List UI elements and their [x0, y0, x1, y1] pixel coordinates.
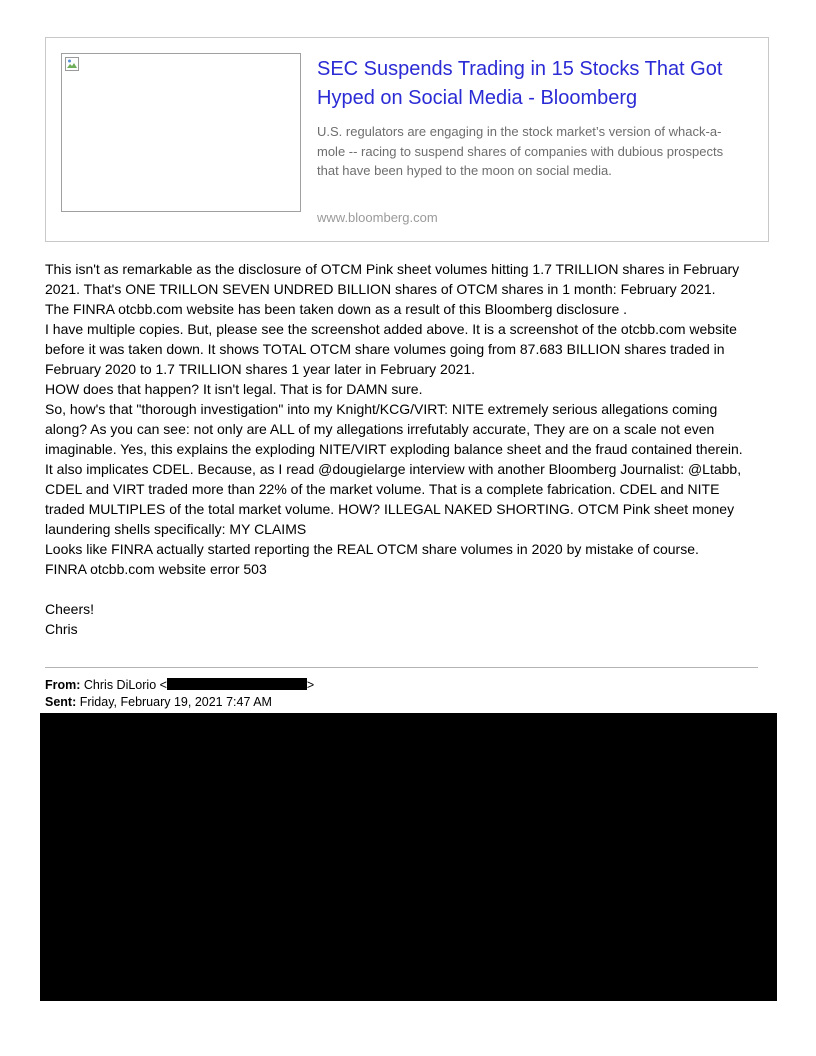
body-line: I have multiple copies. But, please see the screenshot added above. It is a screenshot of the otcbb.com website	[45, 321, 737, 337]
body-line: laundering shells specifically: MY CLAIMS	[45, 521, 307, 537]
body-line: FINRA otcbb.com website error 503	[45, 561, 267, 577]
body-line: February 2020 to 1.7 TRILLION shares 1 year later in February 2021.	[45, 361, 476, 377]
body-line: HOW does that happen? It isn't legal. That is for DAMN sure.	[45, 381, 423, 397]
body-line: CDEL and VIRT traded more than 22% of the market volume. That is a complete fabrication. CDEL and NITE	[45, 481, 720, 497]
from-label: From:	[45, 678, 81, 692]
body-line: 2021. That's ONE TRILLON SEVEN UNDRED BILLION shares of OTCM shares in 1 month: February 2021.	[45, 281, 716, 297]
body-line: traded MULTIPLES of the total market volume. HOW? ILLEGAL NAKED SHORTING. OTCM Pink sheet money	[45, 501, 735, 517]
link-preview-card[interactable]	[45, 37, 769, 242]
email-body	[45, 259, 775, 639]
from-name: Chris DiLorio <	[83, 678, 167, 692]
link-title[interactable]: SEC Suspends Trading in 15 Stocks That Got Hyped on Social Media - Bloomberg	[317, 58, 723, 109]
redacted-email	[167, 678, 307, 690]
from-line	[45, 677, 314, 694]
reply-divider	[45, 667, 758, 668]
signoff-name: Chris	[45, 621, 78, 637]
sent-line	[45, 694, 314, 711]
link-domain: www.bloomberg.com	[317, 210, 438, 225]
link-thumbnail[interactable]	[61, 53, 301, 212]
body-line: So, how's that "thorough investigation" into my Knight/KCG/VIRT: NITE extremely serious allegations coming	[45, 401, 718, 417]
link-description: U.S. regulators are engaging in the stock market’s version of whack-a-mole -- racing to suspend shares of companies with dubious prospects that have been hyped to the moon on social media.	[317, 124, 724, 178]
sent-value: Friday, February 19, 2021 7:47 AM	[79, 695, 272, 709]
email-header	[45, 677, 314, 711]
body-line: along? As you can see: not only are ALL of my allegations irrefutably accurate, They are on a scale not even	[45, 421, 715, 437]
body-line: This isn't as remarkable as the disclosure of OTCM Pink sheet volumes hitting 1.7 TRILLION shares in February	[45, 261, 740, 277]
body-line: before it was taken down. It shows TOTAL OTCM share volumes going from 87.683 BILLION shares traded in	[45, 341, 725, 357]
body-line: Looks like FINRA actually started reporting the REAL OTCM share volumes in 2020 by mistake of course.	[45, 541, 699, 557]
paragraph-spacer	[45, 579, 775, 599]
body-line: The FINRA otcbb.com website has been taken down as a result of this Bloomberg disclosure .	[45, 301, 628, 317]
sent-label: Sent:	[45, 695, 77, 709]
redacted-block	[40, 713, 777, 1001]
from-close: >	[306, 678, 315, 692]
body-line: imaginable. Yes, this explains the exploding NITE/VIRT exploding balance sheet and the fraud contained therein.	[45, 441, 743, 457]
signoff-line: Cheers!	[45, 601, 95, 617]
broken-image-icon	[65, 57, 79, 71]
body-line: It also implicates CDEL. Because, as I read @dougielarge interview with another Bloomberg Journalist: @Ltabb,	[45, 461, 742, 477]
